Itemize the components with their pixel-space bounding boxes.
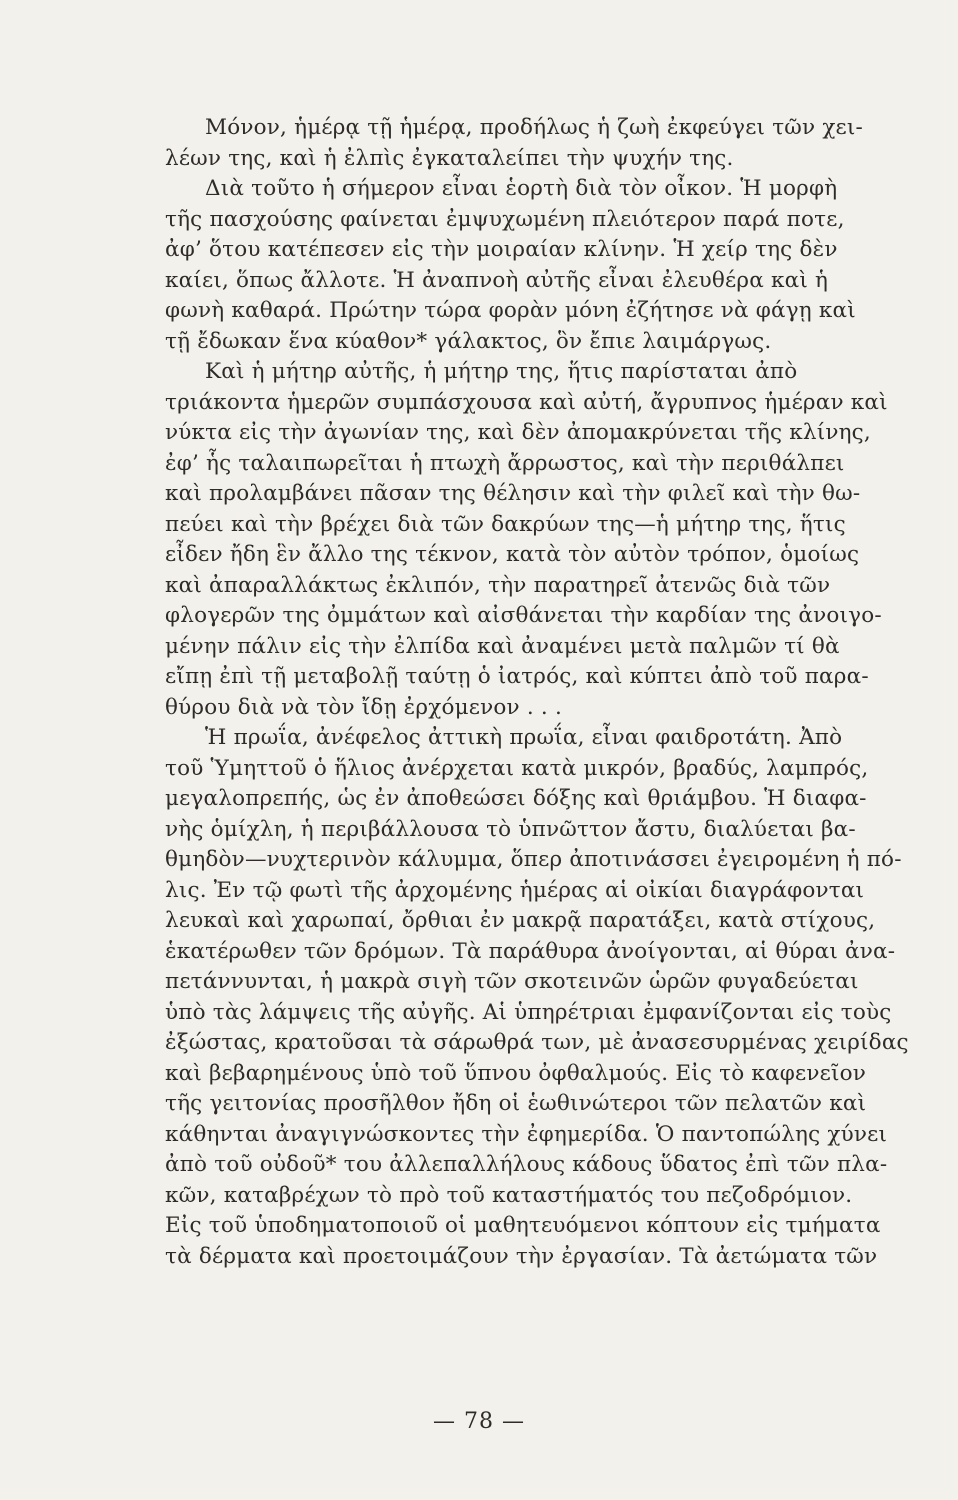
page-number: — 78 — <box>433 1409 525 1434</box>
text-line: τῇ ἔδωκαν ἕνα κύαθον* γάλακτος, ὃν ἔπιε λαιμάργως. <box>165 329 772 354</box>
text-line: Εἰς τοῦ ὑποδηματοποιοῦ οἱ μαθητευόμενοι κόπτουν εἰς τμήματα <box>165 1213 881 1238</box>
text-line: εἶδεν ἤδη ἓν ἄλλο της τέκνον, κατὰ τὸν αὐτὸν τρόπον, ὁμοίως <box>165 542 860 567</box>
text-line: καὶ βεβαρημένους ὑπὸ τοῦ ὕπνου ὀφθαλμούς. Εἰς τὸ καφενεῖον <box>165 1061 867 1086</box>
text-line: Μόνον, ἡμέρᾳ τῇ ἡμέρᾳ, προδήλως ἡ ζωὴ ἐκφεύγει τῶν χει- <box>205 115 863 140</box>
text-line: φλογερῶν της ὀμμάτων καὶ αἰσθάνεται τὴν καρδίαν της ἀνοιγο- <box>165 603 882 628</box>
text-line: καὶ ἀπαραλλάκτως ἐκλιπόν, τὴν παρατηρεῖ ἀτενῶς διὰ τῶν <box>165 573 831 598</box>
text-line: Διὰ τοῦτο ἡ σήμερον εἶναι ἑορτὴ διὰ τὸν οἶκον. Ἡ μορφὴ <box>205 176 838 201</box>
text-line: θύρου διὰ νὰ τὸν ἴδῃ ἐρχόμενον . . . <box>165 695 563 720</box>
text-line: τὰ δέρματα καὶ προετοιμάζουν τὴν ἐργασίαν. Τὰ ἀετώματα τῶν <box>165 1244 878 1269</box>
text-line: θμηδὸν—νυχτερινὸν κάλυμμα, ὅπερ ἀποτινάσσει ἐγειρομένη ἡ πό- <box>165 847 902 872</box>
text-line: καίει, ὅπως ἄλλοτε. Ἡ ἀναπνοὴ αὐτῆς εἶναι ἐλευθέρα καὶ ἡ <box>165 268 829 293</box>
text-line: πετάννυνται, ἡ μακρὰ σιγὴ τῶν σκοτεινῶν ὡρῶν φυγαδεύεται <box>165 969 859 994</box>
text-line: πεύει καὶ τὴν βρέχει διὰ τῶν δακρύων της—ἡ μήτηρ της, ἥτις <box>165 512 846 537</box>
text-line: κῶν, καταβρέχων τὸ πρὸ τοῦ καταστήματός του πεζοδρόμιον. <box>165 1183 853 1208</box>
text-line: τοῦ Ὑμηττοῦ ὁ ἥλιος ἀνέρχεται κατὰ μικρόν, βραδύς, λαμπρός, <box>165 756 869 781</box>
text-line: καὶ προλαμβάνει πᾶσαν της θέλησιν καὶ τὴν φιλεῖ καὶ τὴν θω- <box>165 481 861 506</box>
text-line: φωνὴ καθαρά. Πρώτην τώρα φορὰν μόνη ἐζήτησε νὰ φάγῃ καὶ <box>165 298 856 323</box>
text-line: Ἡ πρωΐα, ἀνέφελος ἀττικὴ πρωΐα, εἶναι φαιδροτάτη. Ἀπὸ <box>205 725 843 750</box>
text-line: κάθηνται ἀναγιγνώσκοντες τὴν ἐφημερίδα. Ὁ παντοπώλης χύνει <box>165 1122 888 1147</box>
text-line: νὴς ὁμίχλη, ἡ περιβάλλουσα τὸ ὑπνῶττον ἄστυ, διαλύεται βα- <box>165 817 856 842</box>
text-line: λέων της, καὶ ἡ ἐλπὶς ἐγκαταλείπει τὴν ψυχήν της. <box>165 146 734 171</box>
text-line: λευκαὶ καὶ χαρωπαί, ὄρθιαι ἐν μακρᾷ παρατάξει, κατὰ στίχους, <box>165 908 876 933</box>
text-line: ἐφ’ ἧς ταλαιπωρεῖται ἡ πτωχὴ ἄρρωστος, καὶ τὴν περιθάλπει <box>165 451 845 476</box>
text-line: ἀφ’ ὅτου κατέπεσεν εἰς τὴν μοιραίαν κλίνην. Ἡ χείρ της δὲν <box>165 237 838 262</box>
text-line: εἴπῃ ἐπὶ τῇ μεταβολῇ ταύτῃ ὁ ἰατρός, καὶ κύπτει ἀπὸ τοῦ παρα- <box>165 664 869 689</box>
text-line: νύκτα εἰς τὴν ἀγωνίαν της, καὶ δὲν ἀπομακρύνεται τῆς κλίνης, <box>165 420 871 445</box>
text-line: λις. Ἐν τῷ φωτὶ τῆς ἀρχομένης ἡμέρας αἱ οἰκίαι διαγράφονται <box>165 878 865 903</box>
text-line: μένην πάλιν εἰς τὴν ἐλπίδα καὶ ἀναμένει μετὰ παλμῶν τί θὰ <box>165 634 840 659</box>
text-line: ὑπὸ τὰς λάμψεις τῆς αὐγῆς. Αἱ ὑπηρέτριαι ἐμφανίζονται εἰς τοὺς <box>165 1000 892 1025</box>
text-line: ἐξώστας, κρατοῦσαι τὰ σάρωθρά των, μὲ ἀνασεσυρμένας χειρίδας <box>165 1030 909 1055</box>
text-line: ἀπὸ τοῦ οὐδοῦ* του ἀλλεπαλλήλους κάδους ὕδατος ἐπὶ τῶν πλα- <box>165 1152 888 1177</box>
text-line: Καὶ ἡ μήτηρ αὐτῆς, ἡ μήτηρ της, ἥτις παρίσταται ἀπὸ <box>205 359 798 384</box>
text-line: τῆς γειτονίας προσῆλθον ἤδη οἱ ἑωθινώτεροι τῶν πελατῶν καὶ <box>165 1091 867 1116</box>
text-line: τῆς πασχούσης φαίνεται ἐμψυχωμένη πλειότερον παρά ποτε, <box>165 207 845 232</box>
text-line: ἑκατέρωθεν τῶν δρόμων. Τὰ παράθυρα ἀνοίγονται, αἱ θύραι ἀνα- <box>165 939 896 964</box>
text-line: μεγαλοπρεπής, ὡς ἐν ἀποθεώσει δόξης καὶ θριάμβου. Ἡ διαφα- <box>165 786 867 811</box>
text-line: τριάκοντα ἡμερῶν συμπάσχουσα καὶ αὐτή, ἄγρυπνος ἡμέραν καὶ <box>165 390 888 415</box>
